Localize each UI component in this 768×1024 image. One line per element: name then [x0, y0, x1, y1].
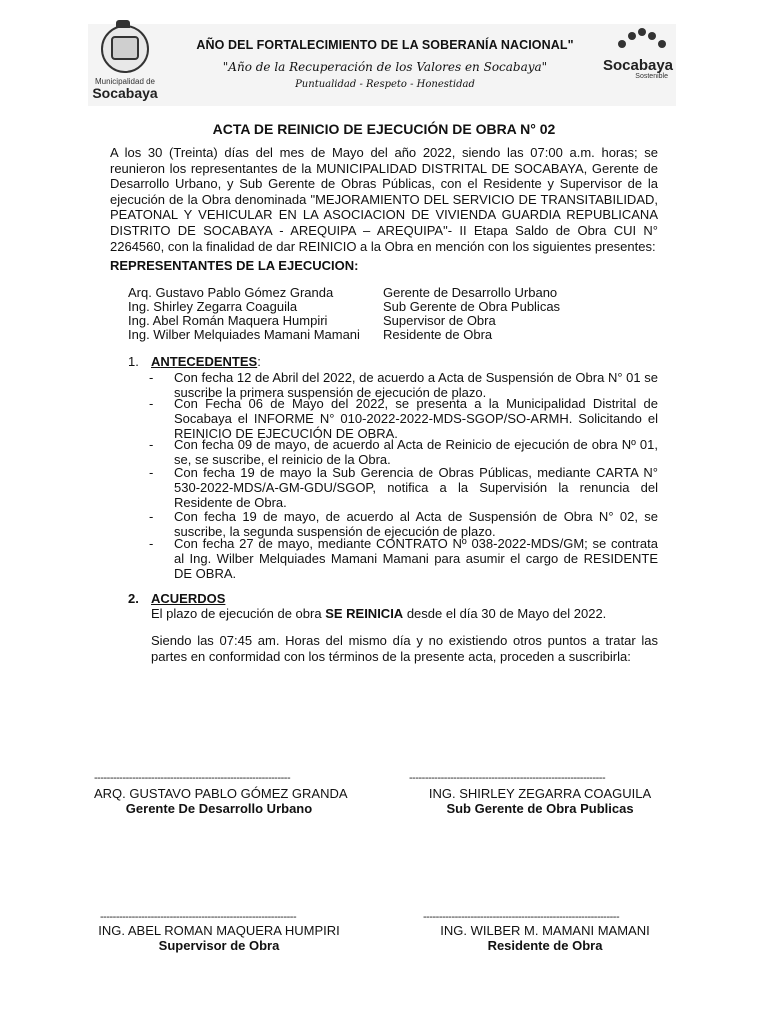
antecedente-item: Con fecha 27 de mayo, mediante CONTRATO Nº 038-2022-MDS/GM; se contrata al Ing. Wilber Melquiades Mamani Mamani para asumir el cargo de RESIDENTE DE OBRA.: [174, 536, 658, 582]
rep-role: Sub Gerente de Obra Publicas: [383, 299, 561, 314]
intro-paragraph: A los 30 (Treinta) días del mes de Mayo del año 2022, siendo las 07:00 a.m. horas; se reunieron los representantes de la MUNICIPALIDAD DISTRITAL DE SOCABAYA, Gerente de Desarrollo Urbano, y Sub Gerente de Obras Públicas, con el Residente y Supervisor de la ejecución de la Obra denominada "MEJORAMIENTO DEL SERVICIO DE TRANSITABILIDAD, PEATONAL Y VEHICULAR EN LA ASOCIACION DE VIVIENDA GUARDIA REPUBLICANA DISTRITO DE SOCABAYA - AREQUIPA – AREQUIPA"- II Etapa Saldo de Obra CUI N° 2264560, con la finalidad de dar REINICIO a la Obra en mención con los siguientes presentes:: [110, 145, 658, 254]
rep-name: Ing. Shirley Zegarra Coaguila: [128, 299, 298, 314]
rep-role: Residente de Obra: [383, 327, 493, 342]
acuerdo-text: [151, 606, 606, 622]
socabaya-sostenible-logo: [598, 26, 678, 82]
people-figures-icon: [608, 26, 668, 56]
section-number: 1.: [128, 354, 139, 369]
signature-line: --------------------------------------------------------------: [409, 772, 606, 784]
municipality-label-big: Socabaya: [92, 85, 158, 101]
representatives-heading: REPRESENTANTES DE LA EJECUCION:: [110, 258, 359, 273]
rep-name: Ing. Wilber Melquiades Mamani Mamani: [128, 327, 360, 342]
acuerdo-bold: SE REINICIA: [325, 606, 404, 621]
document-title: ACTA DE REINICIO DE EJECUCIÓN DE OBRA N° 02: [212, 121, 556, 137]
signer-name: ING. WILBER M. MAMANI MAMANI: [440, 923, 650, 938]
bullet-dash: -: [149, 465, 154, 480]
antecedente-item: Con Fecha 06 de Mayo del 2022, se presenta a la Municipalidad Distrital de Socabaya el INFORME N° 010-2022-2022-MDS-SGOP/SO-ARMH. Solicitando el REINICIO DE EJECUCIÓN DE OBRA.: [174, 396, 658, 442]
bullet-dash: -: [149, 509, 154, 524]
section-heading: [151, 354, 261, 370]
signer-name: ING. ABEL ROMAN MAQUERA HUMPIRI: [98, 923, 340, 938]
signer-role: Residente de Obra: [487, 938, 603, 953]
antecedente-item: Con fecha 09 de mayo, de acuerdo al Acta de Reinicio de ejecución de obra Nº 01, se, se suscribe, el reinicio de la Obra.: [174, 437, 658, 468]
antecedente-item: Con fecha 12 de Abril del 2022, de acuerdo a Acta de Suspensión de Obra N° 01 se suscribe la primera suspensión de ejecución de plazo.: [174, 370, 658, 401]
heading-colon: :: [257, 354, 261, 369]
brand-sub: Sostenible: [635, 73, 668, 80]
rep-name: Arq. Gustavo Pablo Gómez Granda: [128, 285, 334, 300]
bullet-dash: -: [149, 370, 154, 385]
closing-paragraph: Siendo las 07:45 am. Horas del mismo día y no existiendo otros puntos a tratar las partes en conformidad con los términos de la presente acta, proceden a suscribirla:: [151, 633, 658, 664]
signature-line: --------------------------------------------------------------: [100, 911, 297, 923]
bullet-dash: -: [149, 536, 154, 551]
rep-role: Supervisor de Obra: [383, 313, 496, 328]
acuerdo-pre: El plazo de ejecución de obra: [151, 606, 326, 621]
antecedente-item: Con fecha 19 de mayo la Sub Gerencia de Obras Públicas, mediante CARTA N° 530-2022-MDS/A-GM-GDU/SGOP, notifica a la Supervisión la renuncia del Residente de Obra.: [174, 465, 658, 511]
acuerdo-post: desde el día 30 de Mayo del 2022.: [403, 606, 607, 621]
antecedente-item: Con fecha 19 de mayo, de acuerdo al Acta de Suspensión de Obra N° 02, se suscribe, la segunda suspensión de ejecución de plazo.: [174, 509, 658, 540]
municipality-label-small: Municipalidad de: [94, 77, 156, 86]
motto: "Año de la Recuperación de los Valores en Socabaya": [222, 60, 548, 74]
signer-role: Sub Gerente de Obra Publicas: [446, 801, 634, 816]
section-number: 2.: [128, 591, 139, 606]
municipality-logo: [88, 22, 162, 100]
year-title: AÑO DEL FORTALECIMIENTO DE LA SOBERANÍA NACIONAL": [196, 38, 574, 52]
values-line: Puntualidad - Respeto - Honestidad: [295, 79, 475, 90]
rep-name: Ing. Abel Román Maquera Humpiri: [128, 313, 328, 328]
bullet-dash: -: [149, 396, 154, 411]
municipal-seal-icon: [101, 25, 149, 73]
antecedentes-title: ANTECEDENTES: [151, 354, 258, 369]
letterhead-text: [170, 38, 600, 90]
bullet-dash: -: [149, 437, 154, 452]
signature-line: --------------------------------------------------------------: [94, 772, 291, 784]
signer-role: Supervisor de Obra: [158, 938, 280, 953]
acuerdos-title: ACUERDOS: [151, 591, 226, 606]
signer-name: ARQ. GUSTAVO PABLO GÓMEZ GRANDA: [94, 786, 348, 801]
signer-role: Gerente De Desarrollo Urbano: [125, 801, 313, 816]
brand-word: Socabaya: [602, 57, 674, 74]
signature-line: --------------------------------------------------------------: [423, 911, 620, 923]
signer-name: ING. SHIRLEY ZEGARRA COAGUILA: [428, 786, 652, 801]
rep-role: Gerente de Desarrollo Urbano: [383, 285, 558, 300]
